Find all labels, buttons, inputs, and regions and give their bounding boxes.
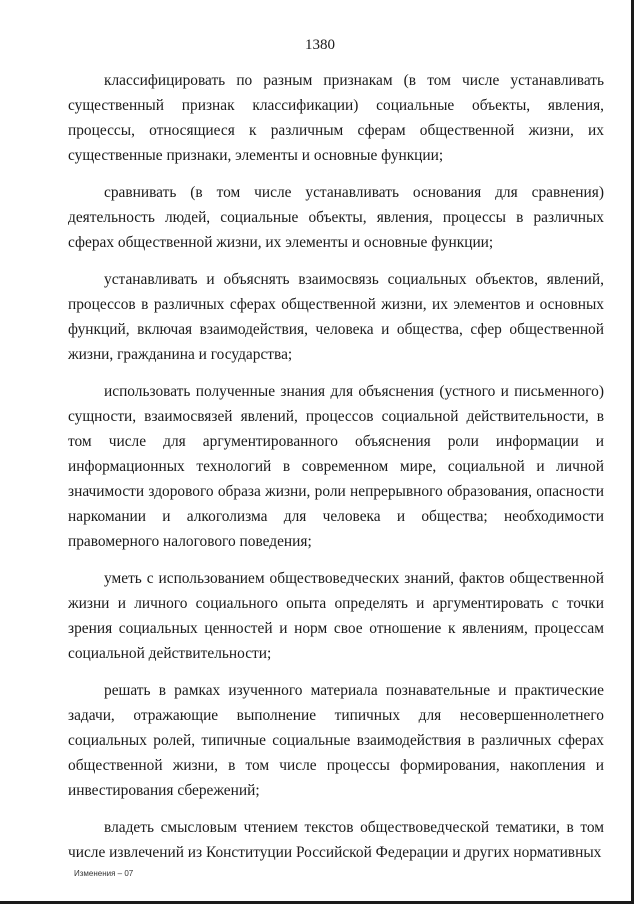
paragraph-classify: классифицировать по разным признакам (в том числе устанавливать существенный признак классификации) социальные объекты, явления, процессы, относящиеся к различным сферам общественной жизни, их существенные признаки, элементы и основные функции; [68, 72, 604, 164]
paragraph-argue: уметь с использованием обществоведческих знаний, фактов общественной жизни и личного социального опыта определять и аргументировать с точки зрения социальных ценностей и норм свое отношение к явлениям, процессам социальной действительности; [68, 570, 604, 662]
paragraph-compare: сравнивать (в том числе устанавливать основания для сравнения) деятельность людей, социальные объекты, явления, процессы в различных сферах общественной жизни, их элементы и основные функции; [68, 184, 604, 251]
paragraph-solve-tasks: решать в рамках изученного материала познавательные и практические задачи, отражающие выполнение типичных для несовершеннолетнего социальных ролей, типичные социальные взаимодействия в различных сферах общественной жизни, в том числе процессы формирования, накопления и инвестирования сбережений; [68, 682, 604, 799]
paragraph-reading: владеть смысловым чтением текстов обществоведческой тематики, в том числе извлечений из Конституции Российской Федерации и других нормативных [68, 819, 604, 861]
paragraph-use-knowledge: использовать полученные знания для объяснения (устного и письменного) сущности, взаимосвязей явлений, процессов социальной действительности, в том числе для аргументированного объяснения роли информации и информационных технологий в современном мире, социальной и личной значимости здорового образа жизни, роли непрерывного образования, опасности наркомании и алкоголизма для человека и общества; необходимости правомерного налогового поведения; [68, 383, 604, 550]
paragraph-relationship: устанавливать и объяснять взаимосвязь социальных объектов, явлений, процессов в различных сферах общественной жизни, их элементов и основных функций, включая взаимодействия, человека и общества, сфер общественной жизни, гражданина и государства; [68, 271, 604, 363]
document-body [68, 68, 604, 877]
footer-revision-note: Изменения – 07 [74, 869, 134, 878]
page-number: 1380 [305, 37, 335, 53]
